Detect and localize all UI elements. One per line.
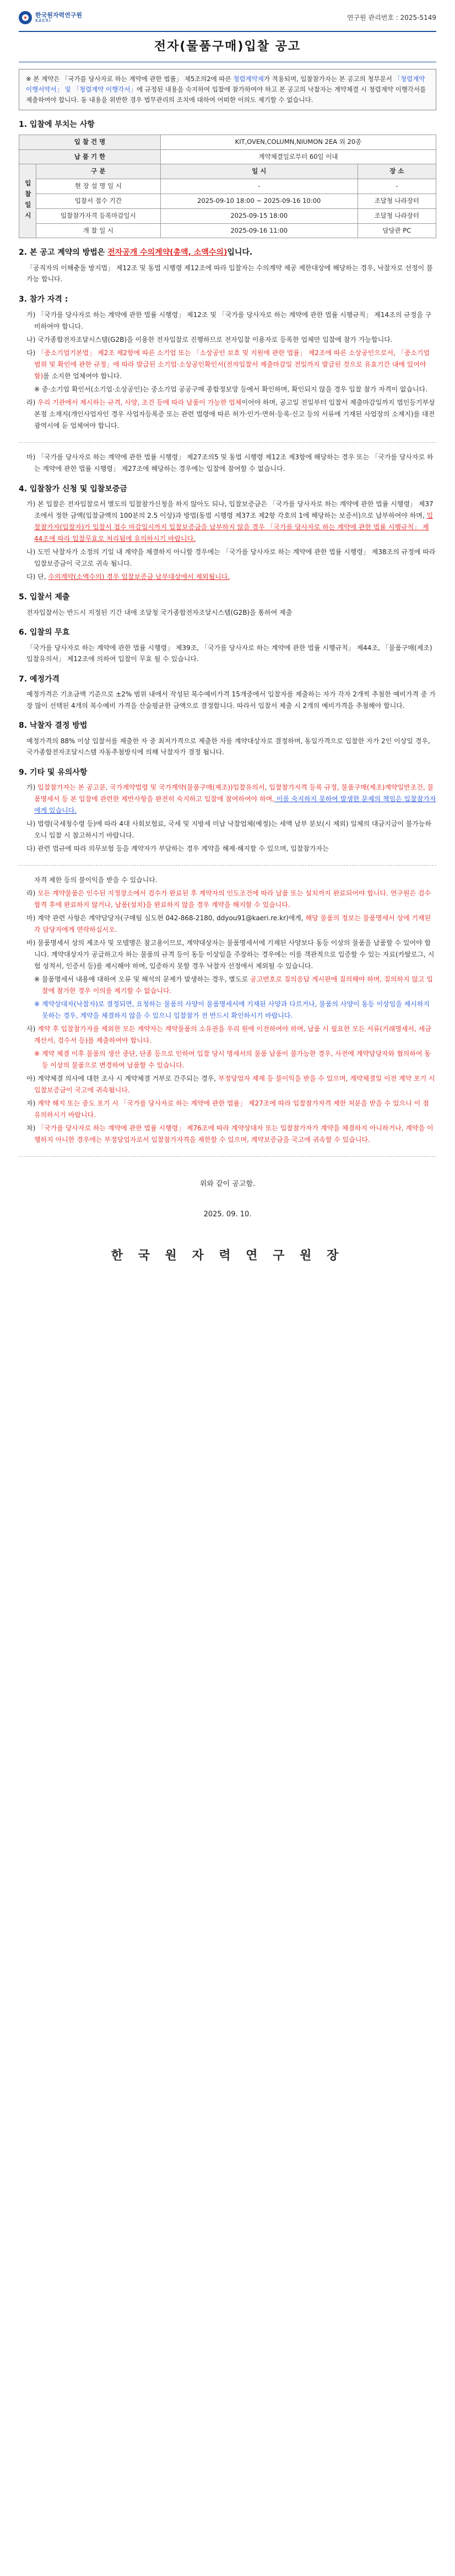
notice-highlight-2: 「청렴계약 이행서약서」 및 「청렴계약 이행각서」 [26,75,425,94]
closing-date: 2025. 09. 10. [203,1210,252,1219]
table-row [19,223,436,238]
item-no: 라) [26,398,36,406]
item-name-value: KIT,OVEN,COLUMN,NIUMON 2EA 외 20종 [160,135,436,149]
item-text: 물품명세서 상의 제조사 및 모델명은 참고용이므로, 계약대상자는 물품명세서에 기재된 사양보다 동등 이상의 물품을 납품할 수 있어야 합니다. 계약대상자가 공급하고자 하는 물품의 규격 등이 동등 이상임을 주장하는 경우에는 이를 객관적으로 입증할 수 있는 자료(카탈로그, 시험 성적서, 인증서 등)를 제시해야 하며, 입증하지 못할 경우 낙찰자 선정에서 제외될 수 있습니다. [34,939,435,970]
row-period: 2025-09-10 18:00 ~ 2025-09-16 10:00 [160,194,358,208]
section-5-text: 전자입찰서는 반드시 지정된 기간 내에 조달청 국가종합전자조달시스템(G2B)을 통하여 제출 [26,608,292,616]
section-9-heading: 9. 기타 및 유의사항 [19,768,88,777]
item-no: 바) [26,939,36,947]
list-item [34,1048,436,1071]
item-no: 가) [26,500,36,508]
integrity-notice [19,69,436,110]
list-item [26,888,436,911]
list-item [26,571,436,583]
list-item [26,937,436,972]
notice-text-a: ※ 본 계약은 「국가를 당사자로 하는 계약에 관한 법률」 제5조의2에 따른 [26,75,231,83]
section-8-text: 예정가격의 88% 이상 입찰서를 제출한 자 중 최저가격으로 제출한 자를 계약대상자로 결정하며, 동일가격으로 입찰한 자가 2인 이상일 경우, 국가종합전자조달시스템 자동추첨방식에 의해 낙찰자가 결정 됩니다. [26,737,430,756]
list-item [26,843,436,855]
schedule-side-label: 입찰일시 [19,164,36,238]
item-text: 이어야 하며, 공고일 전일부터 입찰서 제출마감일까지 법인등기부상 본점 소재지(개인사업자인 경우 사업자등록증 또는 관련 법령에 따른 허가·인가·면허·등록·신고 등의 서류에 기재된 사업장의 소재지)를 대전광역시에 둔 업체여야 합니다. [34,398,435,430]
item-text-red: 입찰참가자는 본 공고문, 국가계약법령 및 국가계약(물품구매(제조))입찰유의서, 입찰참가자격 등록 규정, 물품구매(제조)계약일반조건, 물품명세서 등 본 입찰에 관련한 제반사항을 완전히 숙지하고 입찰에 참여하여야 하며, [34,783,434,803]
item-text: 국가종합전자조달시스템(G2B)을 이용한 전자입찰로 진행하므로 전자입찰 이용자로 등록한 업체만 입찰에 참가 가능합니다. [37,335,393,344]
row-gubun: 현 장 설 명 일 시 [36,179,160,194]
section-7-text: 예정가격은 기초금액 기준으로 ±2% 범위 내에서 작성된 복수예비가격 15개중에서 입찰자를 제출하는 자가 각자 2개씩 추첨한 예비가격 중 가장 많이 선택된 4개의 복수예비 가격을 산술평균한 금액으로 결정합니다. 따라서 입찰서 제출 시 2개의 예비가격을 추첨해야 합니다. [26,690,436,710]
item-text-red: 해당 물품의 정보는 물품명세서 상에 기재된 각 담당자에게 연락하십시오. [34,914,431,934]
item-text-red: 계약 후 입찰참가자를 제외한 모든 계약자는 계약물품의 소유권을 우리 원에 이전하여야 하며, 납품 시 필요한 모든 서류(거래명세서, 세금계산서, 검수서 등)를 제출하여야 합니다. [34,1025,431,1045]
item-text: 자격 제한 등의 불이익을 받을 수 있습니다. [34,876,158,884]
page-title: 전자(물품구매)입찰 공고 [154,40,301,53]
table-row [19,194,436,208]
item-text-red: 「중소기업기본법」 제2조 제2항에 따른 소기업 또는 「소상공인 보호 및 지원에 관한 법률」 제2조에 따른 소상공인으로서, 「중소기업 범위 및 확인에 관한 규정」에 따라 발급된 소기업·소상공인확인서(전자입찰서 제출마감일 전일까지 발급된 것으로 유효기간 내에 있어야 함) [34,348,430,380]
section-7-heading: 7. 예정가격 [19,674,60,684]
item-text: 「국가를 당사자로 하는 계약에 관한 법률 시행령」 제27조의5 및 동법 시행령 제12조 제3항에 해당하는 경우 또는 「국가를 당사자로 하는 계약에 관한 법률 시행령」 제27조에 해당하는 경우에는 입찰에 참여할 수 없습니다. [34,453,434,473]
item-text-red: 수의계약(소액수의) 경우 입찰보증금 납부대상에서 제외됩니다. [48,573,230,581]
item-text: 법령(국세청수령 등)에 따라 4대 사회보험료, 국세 및 지방세 미납 낙찰업체(예정)는 세액 납부 분보(시 제외) 일체의 대금지급이 불가능하오니 입찰 시 참고하시기 바랍니다. [34,820,432,840]
title-bar [19,31,436,62]
item-text-blue: 이를 숙지하지 못하여 발생한 문제의 책임은 입찰참가자에게 있습니다. [34,795,436,815]
item-no: 나) [26,335,36,344]
row-gubun: 입찰참가자격 등록마감일시 [36,208,160,223]
item-text: 「국가를 당사자로 하는 계약에 관한 법률 시행령」 제12조 및 「국가를 당사자로 하는 계약에 관한 법률 시행규칙」 제14조의 규정을 구비하여야 합니다. [34,310,432,330]
delivery-label: 납 품 기 한 [19,149,161,164]
logo-english: KAERI [35,18,51,23]
section-6-heading: 6. 입찰의 무효 [19,628,70,637]
item-no: 나) [26,548,36,556]
section-2-heading [19,247,436,259]
item-no: 가) [26,310,36,319]
sheet-2 [19,452,436,866]
item-text-blue: ※ 계약상대자(낙찰자)로 결정되면, 요청하는 물품의 사양이 물품명세서에 기재된 사양과 다르거나, 물품의 사양이 동등 이상임을 제시하지 못하는 경우, 계약을 체결하지 않을 수 있으니 입찰참가 전 반드시 확인하시기 바랍니다. [34,1000,430,1020]
notice-text-c: 에 규정된 내용을 숙지하여 입찰에 참가하여야 하고 본 공고의 낙찰자는 계약체결 시 청렴계약 이행각서를 제출하여야 합니다. 동 내용을 위반한 경우 법무관리의 조치에 대하여 어떠한 이의도 제기할 수 없습니다. [26,85,426,104]
col-section: 구 분 [36,164,160,179]
item-no: 다) [26,348,36,357]
list-item [26,1123,436,1146]
item-text: ※ 중·소기업 확인서(소기업·소상공인)는 중소기업 공공구매 종합정보망 등에서 확인하며, 확인되지 않을 경우 입찰 참가 자격이 없습니다. [34,385,428,393]
item-no: 사) [26,1025,36,1033]
list-item [26,1023,436,1046]
row-period: - [160,179,358,194]
table-row [19,135,436,149]
item-no: 아) [26,1075,36,1083]
item-text-red: 부정당업자 제재 등 불이익을 받을 수 있으며, 계약체결일 이전 계약 포기 시 입찰보증금이 국고에 귀속됩니다. [34,1075,435,1094]
table-header-row [19,164,436,179]
item-no: 자) [26,1099,36,1108]
row-period: 2025-09-16 11:00 [160,223,358,238]
list-item [26,452,436,475]
closing-line: 위와 같이 공고함. [199,1180,256,1189]
item-no: 라) [26,889,36,898]
sheet-1 [19,8,436,443]
item-text-red: 공고번호로 질의응답 게시판에 질의해야 하며, 질의하지 않고 입찰에 참가한 경우 이의를 제기할 수 없습니다. [42,975,433,995]
list-item [34,999,436,1022]
list-item [26,397,436,432]
list-item [34,384,436,395]
item-text: 를 소지한 업체여야 합니다. [43,372,122,380]
item-no: 다) [26,845,36,853]
item-no: 마) [26,453,36,461]
item-text-red: 입찰참가자(입찰자)가 입찰서 접수 마감일시까지 입찰보증금을 납부하지 않을 경우 「국가를 당사자로 하는 계약에 관한 법률 시행규칙」 제44조에 따라 입찰무효로 처리됨에 유의하시기 바랍니다. [34,512,434,543]
item-text-red: 계약 해지 또는 중도 포기 시 「국가를 당사자로 하는 계약에 관한 법률」 제27조에 따라 입찰참가자격 제한 처분을 받을 수 있으니 이 점 유의하시기 바랍니다. [34,1099,429,1119]
item-text: 본 입찰은 전자입찰로서 별도의 입찰참가신청을 하지 않아도 되나, 입찰보증금은 「국가를 당사자로 하는 계약에 관한 법률 시행령」 제37조에서 정한 금액(입찰금액의 100분의 2.5 이상)과 방법(동법 시행령 제37조 제2항 각호의 1에 해당하는 보증서)으로 납부하여야 하며, [34,500,434,520]
delivery-value: 계약체결일로부터 60일 이내 [160,149,436,164]
item-name-label: 입 찰 건 명 [19,135,161,149]
section-3-heading: 3. 참가 자격 : [19,294,68,304]
section-6-text: 「국가를 당사자로 하는 계약에 관한 법률 시행령」 제39조, 「국가를 당사자로 하는 계약에 관한 법률 시행규칙」 제44조, 「물품구매(제조)입찰유의서」 제12조에 의하여 입찰이 무효 될 수 있습니다. [26,643,432,663]
row-gubun: 개 찰 일 시 [36,223,160,238]
section-8-heading: 8. 낙찰자 결정 방법 [19,721,88,731]
section-2-heading-text: 2. 본 공고 계약의 방법은 [19,248,105,257]
item-text: ※ 물품명세서 내용에 대하여 오류 및 해석의 문제가 발생하는 경우, 별도로 [34,975,250,984]
row-place: 담당관 PC [358,223,436,238]
row-place: 조달청 나라장터 [358,194,436,208]
section-2-tail: 입니다. [227,248,253,257]
list-item [26,782,436,817]
list-item [34,874,436,886]
document-number: 연구원 관리번호 : 2025-5149 [346,13,436,22]
row-period: 2025-09-15 18:00 [160,208,358,223]
row-place: - [358,179,436,194]
sheet-3 [19,874,436,1157]
item-text-red: 우리 기관에서 제시하는 규격, 사양, 조건 등에 따라 납품이 가능한 업체 [37,398,242,406]
logo-korean: 한국원자력연구원 [35,11,83,19]
list-item [26,1073,436,1096]
document-header [19,8,436,28]
section-5-heading: 5. 입찰서 제출 [19,593,70,602]
org-logo [19,11,82,24]
closing-block [19,1179,436,1265]
list-item [26,334,436,346]
list-item [26,1098,436,1121]
item-no: 가) [26,783,36,792]
col-period: 일 시 [160,164,358,179]
list-item [26,818,436,841]
section-3-list [19,309,436,432]
item-text-red: ※ 계약 체결 이후 물품의 생산 중단, 단종 등으로 인하여 입찰 당시 명세서의 물품 납품이 불가능한 경우, 사전에 계약담당자와 협의하여 동등 이상의 물품으로 변경하여 납품할 수 있습니다. [34,1050,431,1070]
closing-org: 한 국 원 자 력 연 구 원 장 [111,1248,344,1263]
notice-highlight-1: 청렴계약제 [233,75,264,83]
item-text: 계약 관련 사항은 계약담당자(구매팀 심도현 042-868-2180, ddyou91@kaeri.re.kr)에게, [37,914,306,922]
item-text-red: 모든 계약물품은 인수된 지정장소에서 검수가 완료된 후 계약자의 인도조건에 따라 납품 또는 설치까지 완료되어야 합니다. 연구원은 검수합격 후에 완료하지 않거나, 납품(설치)을 완료하지 않을 경우 계약을 해지할 수 있습니다. [34,889,431,909]
section-1-heading: 1. 입찰에 부치는 사항 [19,120,95,129]
sheet-4 [19,1179,436,1274]
item-text: 단, [37,573,48,581]
list-item [26,347,436,382]
item-text: 도민 낙찰자가 소정의 기일 내 계약을 체결하지 아니할 경우에는 「국가를 당사자로 하는 계약에 관한 법률 시행령」 제38조의 규정에 따라 입찰보증금이 국고로 귀속 됩니다. [34,548,436,568]
kaeri-logo-icon [19,11,32,24]
item-no: 마) [26,914,36,922]
section-2-text: 「공직자의 이해충돌 방지법」 제12조 및 동법 시행령 제12조에 따라 입찰자는 수의계약 제공 제한대상에 해당하는 경우, 낙찰자로 선정이 불가능 합니다. [26,264,433,283]
col-place: 장 소 [358,164,436,179]
list-item [26,913,436,936]
table-row [19,179,436,194]
item-text: 관련 법규에 따라 의무보험 등을 계약자가 부담하는 경우 계약을 해제·해지할 수 있으며, 입찰참가자는 [37,845,329,853]
item-no: 다) [26,573,36,581]
list-item [26,546,436,570]
notice-text-b: 가 적용되며, 입찰참가자는 본 공고의 청부문서 [263,75,392,83]
section-2-method: 전자공개 수의계약(총액, 소액수의) [107,248,228,257]
row-place: 조달청 나라장터 [358,208,436,223]
item-no: 나) [26,820,36,828]
item-text-red: 「국가를 당사자로 하는 계약에 관한 법률 시행령」 제76조에 따라 계약상대자 또는 입찰참가자가 계약을 체결하지 아니하거나, 계약을 이행하지 아니한 경우에는 부정당업자로서 입찰참가자격을 제한할 수 있으며, 계약보증금을 국고에 귀속할 수 있습니다. [34,1124,434,1144]
list-item [34,974,436,997]
row-gubun: 입찰서 접수 기간 [36,194,160,208]
list-item [26,498,436,545]
list-item [26,309,436,332]
table-row [19,208,436,223]
item-no: 차) [26,1124,36,1133]
bid-info-table [19,135,436,239]
table-row [19,149,436,164]
section-4-heading: 4. 입찰참가 신청 및 입찰보증금 [19,484,127,493]
item-text: 계약체결 의사에 대한 조사 시 계약체결 거부로 간주되는 경우, [37,1075,219,1083]
